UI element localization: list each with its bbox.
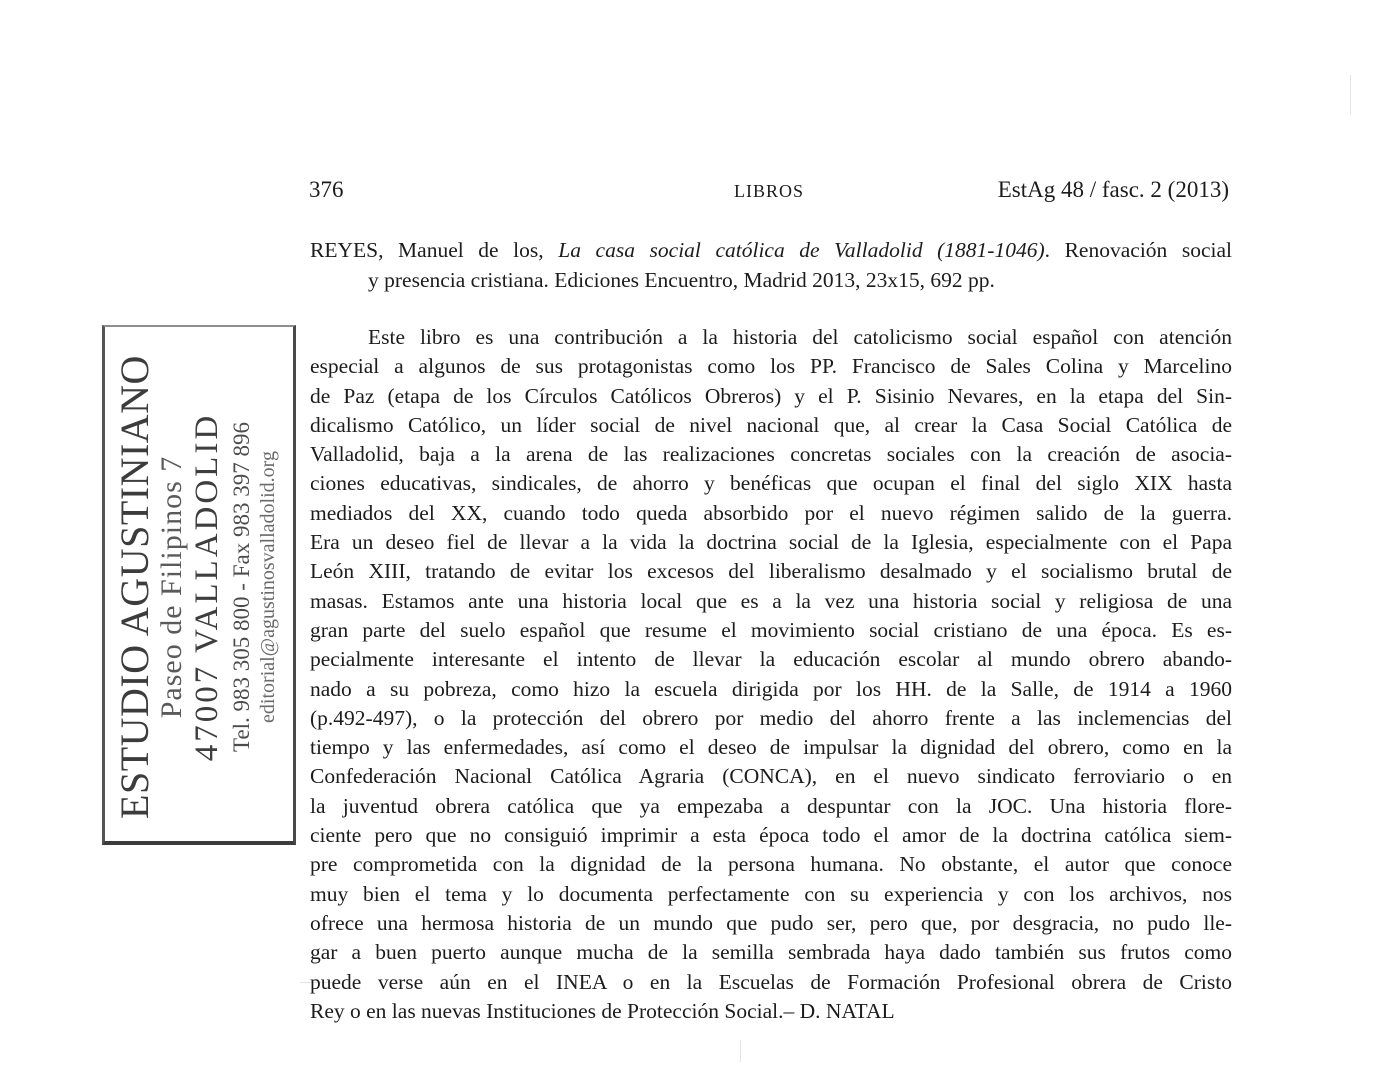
text-line: (p.492-497), o la protección del obrero por medio del ahorro frente a las inclemencias del [310, 705, 1232, 730]
text-line: mediados del XX, cuando todo queda absorbido por el nuevo régimen salido de la guerra. [310, 500, 1232, 525]
scan-noise-line [1350, 75, 1351, 115]
text-line: puede verse aún en el INEA o en la Escuelas de Formación Profesional obrera de Cristo [310, 969, 1232, 994]
text-line: gran parte del suelo español que resume el movimiento social cristiano de una época. Es es- [310, 617, 1232, 642]
citation-title: La casa social católica de Valladolid (1881-1046) [558, 238, 1045, 262]
text-line: León XIII, tratando de evitar los excesos del liberalismo desalmado y el socialismo brutal de [310, 559, 1232, 584]
stamp-email: editorial@agustinosvalladolid.org [257, 451, 279, 723]
stamp-institution: ESTUDIO AGUSTINIANO [112, 355, 157, 819]
text-line: de Paz (etapa de los Círculos Católicos Obreros) y el P. Sisinio Nevares, en la etapa del Sin- [310, 383, 1232, 408]
text-line: ciente pero que no consiguió imprimir a esta época todo el amor de la doctrina católica siem- [310, 823, 1232, 848]
section-title: LIBROS [733, 181, 804, 201]
text-line: Confederación Nacional Católica Agraria (CONCA), en el nuevo sindicato ferroviario o en [310, 764, 1232, 789]
citation-subtitle: . Renovación social [1044, 238, 1233, 262]
text-line: Este libro es una contribución a la historia del catolicismo social español con atención [368, 325, 1232, 349]
text-line: masas. Estamos ante una historia local que es a la vez una historia social y religiosa de una [310, 588, 1232, 613]
text-line: tiempo y las enfermedades, así como el deseo de impulsar la dignidad del obrero, como en la [310, 735, 1232, 760]
stamp-city: 47007 VALLADOLID [189, 412, 225, 762]
text-line: dicalismo Católico, un líder social de nivel nacional que, al crear la Casa Social Católica de [310, 412, 1232, 437]
book-citation [310, 236, 1232, 295]
stamp-text-block [105, 327, 299, 847]
running-header [309, 174, 1229, 206]
text-line: Valladolid, baja a la arena de las realizaciones concretas sociales con la creación de asocia- [310, 442, 1232, 467]
text-line: pre comprometida con la dignidad de la persona humana. No obstante, el autor que conoce [310, 852, 1232, 877]
text-line: ciones educativas, sindicales, de ahorro y benéficas que ocupan el final del siglo XIX hasta [310, 471, 1232, 496]
text-line: pecialmente interesante el intento de llevar la educación escolar al mundo obrero abando- [310, 647, 1232, 672]
scan-noise-line [740, 1040, 741, 1062]
review-body [310, 323, 1232, 1026]
text-line: especial a algunos de sus protagonistas como los PP. Francisco de Sales Colina y Marcelino [310, 354, 1232, 379]
stamp-street: Paseo de Filipinos 7 [155, 455, 188, 719]
citation-line-2: y presencia cristiana. Ediciones Encuentro, Madrid 2013, 23x15, 692 pp. [368, 267, 995, 292]
library-stamp [102, 325, 296, 845]
stamp-phone: Tel. 983 305 800 - Fax 983 397 896 [229, 422, 254, 752]
citation-author: REYES, Manuel de los, [310, 238, 544, 262]
text-line: gar a buen puerto aunque mucha de la semilla sembrada haya dado también sus frutos como [310, 940, 1232, 965]
text-line: Era un deseo fiel de llevar a la vida la doctrina social de la Iglesia, especialmente con el Papa [310, 530, 1232, 555]
text-line: muy bien el tema y lo documenta perfectamente con su experiencia y con los archivos, nos [310, 881, 1232, 906]
text-line: ofrece una hermosa historia de un mundo que pudo ser, pero que, por desgracia, no pudo lle- [310, 910, 1232, 935]
text-line: la juventud obrera católica que ya empezaba a despuntar con la JOC. Una historia flore- [310, 793, 1232, 818]
citation-line-1 [310, 236, 1232, 266]
text-line: nado a su pobreza, como hizo la escuela dirigida por los HH. de la Salle, de 1914 a 1960 [310, 676, 1232, 701]
text-line-signature: Rey o en las nuevas Instituciones de Protección Social.– D. NATAL [310, 998, 895, 1023]
journal-reference: EstAg 48 / fasc. 2 (2013) [997, 177, 1229, 202]
page-number: 376 [309, 177, 344, 202]
